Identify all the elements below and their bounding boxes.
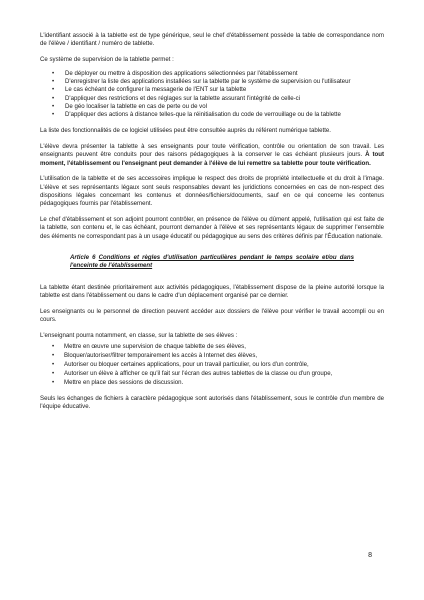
paragraph-controle: Le chef d'établissement et son adjoint pourront contrôler, en présence de l'élève ou dûment appelé, l'utilisation qui est faite de la tablette, son contenu et, le cas échéant, pourront demander à l'élève et ses représentants légaux de supprimer l'ensemble des éléments ne correspondant pas à un usage éducatif ou pédagogique au sens des critères définis par l'Éducation nationale. (40, 216, 384, 240)
bullet-icon: • (52, 78, 55, 86)
bullet-icon: • (52, 378, 55, 386)
paragraph-identifiant: L'identifiant associé à la tablette est de type générique, seul le chef d'établissement possède la table de correspondance nom de l'élève / identifiant / numéro de tablette. (40, 32, 384, 48)
bullet-icon: • (52, 103, 55, 111)
list-item: • Autoriser un élève à afficher ce qu'il fait sur l'écran des autres tablettes de la classe ou d'un groupe, (52, 369, 333, 377)
article-heading: Article 6 Conditions et règles d'utilisation particulières pendant le temps scolaire et/ou dans l'enceinte de l'établissement (70, 253, 354, 270)
list-item: • D'enregistrer la liste des applications installées sur la tablette par le système de supervision ou l'utilisateur (52, 78, 351, 86)
bullet-icon: • (52, 86, 55, 94)
list-item: • Autoriser ou bloquer certaines applications, pour un travail particulier, ou lors d'un contrôle, (52, 360, 309, 368)
list-item: • De géo localiser la tablette en cas de perte ou de vol (52, 103, 207, 111)
bullet-icon: • (52, 369, 55, 377)
paragraph-systeme-intro: Ce système de supervision de la tablette permet : (40, 56, 174, 64)
paragraph-droits: L'utilisation de la tablette et de ses accessoires implique le respect des droits de propriété intellectuelle et du droit à l'image. L'élève et ses représentants légaux sont seuls responsables devant les juridictions concernées en cas de non-respect des dispositions légales concernant les contenus et données/fichiers/documents, sauf en ce qui concerne les contenus pédagogiques fournis par l'établissement. (40, 175, 384, 208)
list-item: • De déployer ou mettre à disposition des applications sélectionnées par l'établissement (52, 69, 298, 77)
paragraph-autorite: La tablette étant destinée prioritairement aux activités pédagogiques, l'établissement dispose de la pleine autorité lorsque la tablette est dans l'établissement ou dans le cadre d'un déplacement organisé par ce dernier. (40, 283, 384, 299)
paragraph-presentation-tablette: L'élève devra présenter la tablette à ses enseignants pour toute vérification, contrôle ou orientation de son travail. Les enseignants peuvent être conduits pour des raisons pédagogiques à la conserver le cas échéant plusieurs jours. À tout moment, l'établissement ou l'enseignant peut demander à l'élève de lui remettre sa tablette pour toute vérification. (40, 142, 384, 167)
bullet-icon: • (52, 111, 55, 119)
paragraph-acces-dossiers: Les enseignants ou le personnel de direction peuvent accéder aux dossiers de l'élève pour vérifier le travail accompli ou en cours. (40, 307, 384, 323)
bullet-icon: • (52, 94, 55, 102)
list-item: • D'appliquer des actions à distance telles-que la réinitialisation du code de verrouillage ou de la tablette (52, 111, 341, 119)
teacher-actions-list (40, 343, 384, 388)
bullet-icon: • (52, 69, 55, 77)
paragraph-liste-fonctionnalites: La liste des fonctionnalités de ce logiciel utilisées peut être consultée auprès du référent numérique tablette. (40, 127, 331, 135)
list-item: • Bloquer/autoriser/filtrer temporairement les accès à Internet des élèves, (52, 351, 258, 359)
paragraph-enseignant: L'enseignant pourra notamment, en classe, sur la tablette de ses élèves : (40, 331, 238, 339)
list-item: • Mettre en place des sessions de discussion. (52, 378, 184, 386)
supervision-features-list (40, 70, 384, 120)
page-number: 8 (368, 552, 372, 559)
bold-statement: À tout moment, l'établissement ou l'enseignant peut demander à l'élève de lui remettre sa tablette pour toute vérification. (40, 151, 384, 167)
bullet-icon: • (52, 360, 55, 368)
paragraph-echanges-fichiers: Seuls les échanges de fichiers à caractère pédagogique sont autorisés dans l'établissement, sous le contrôle d'un membre de l'équipe éducative. (40, 395, 384, 411)
list-item: • Mettre en œuvre une supervision de chaque tablette de ses élèves, (52, 343, 246, 351)
article-title: Conditions et règles d'utilisation particulières pendant le temps scolaire et/ou dans l'enceinte de l'établissement (70, 253, 354, 270)
list-item: • Le cas échéant de configurer la messagerie de l'ENT sur la tablette (52, 86, 247, 94)
bullet-icon: • (52, 351, 55, 359)
bullet-icon: • (52, 343, 55, 351)
list-item: • D'appliquer des restrictions et des réglages sur la tablette assurant l'intégrité de celle-ci (52, 94, 301, 102)
